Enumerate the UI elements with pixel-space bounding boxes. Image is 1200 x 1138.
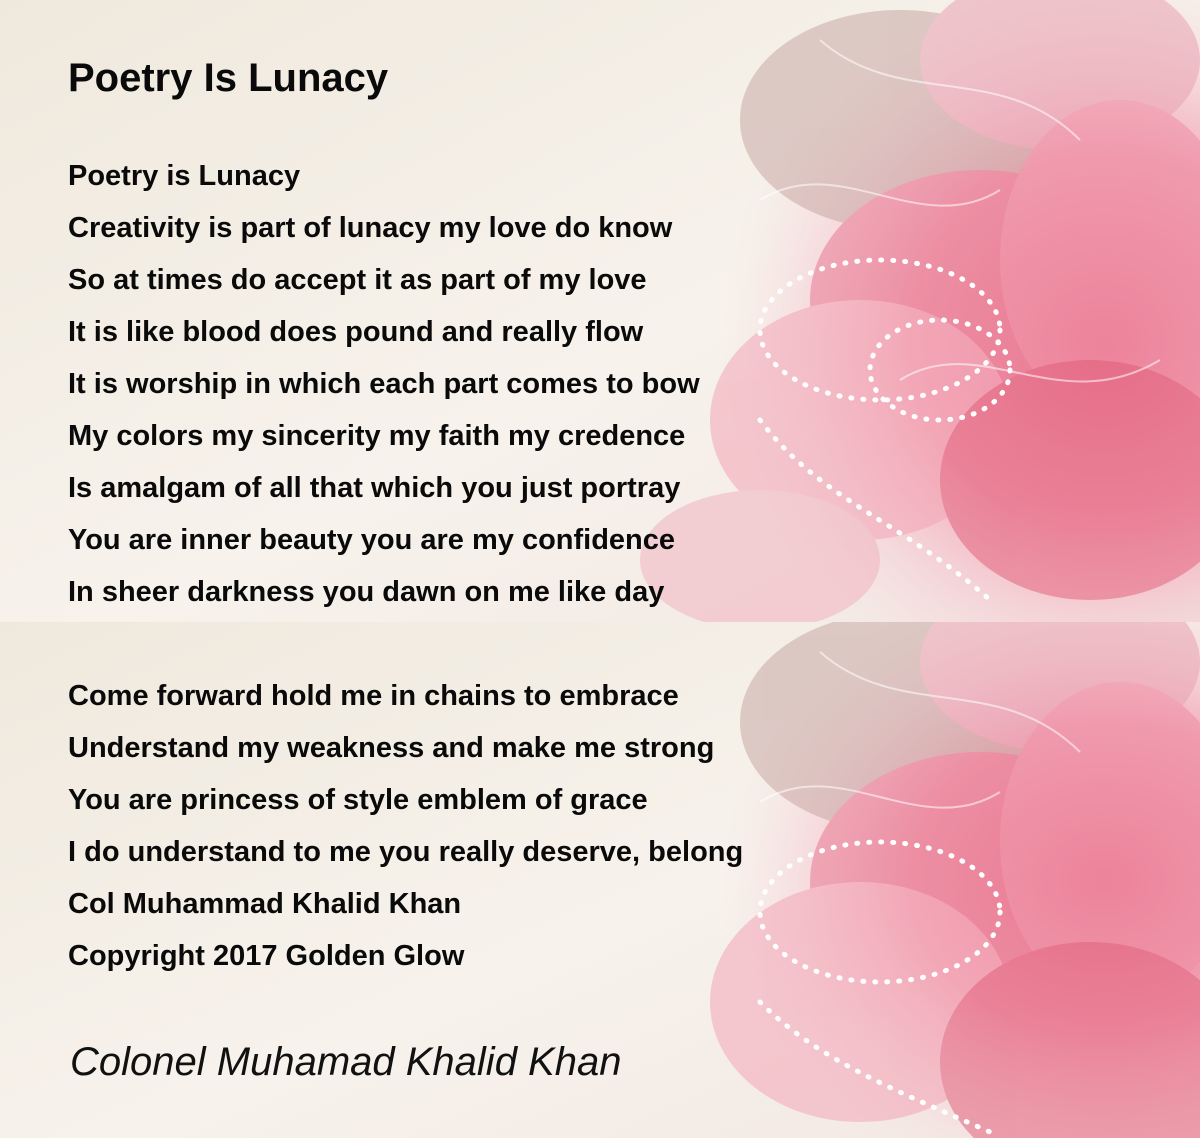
poem-line: I do understand to me you really deserve, belong: [68, 836, 744, 868]
poem-line: Poetry is Lunacy: [68, 160, 301, 192]
poem-line: It is worship in which each part comes to bow: [68, 368, 700, 400]
poem-line: Is amalgam of all that which you just portray: [68, 472, 681, 504]
poem-line: So at times do accept it as part of my love: [68, 264, 647, 296]
poem-line: My colors my sincerity my faith my credence: [68, 420, 686, 452]
poem-line: You are princess of style emblem of grace: [68, 784, 648, 816]
poem-line: Col Muhammad Khalid Khan: [68, 888, 462, 920]
poem-line: Creativity is part of lunacy my love do know: [68, 212, 673, 244]
poem-line: Come forward hold me in chains to embrace: [68, 680, 679, 712]
poem-title: Poetry Is Lunacy: [68, 56, 389, 100]
poem-line: Copyright 2017 Golden Glow: [68, 940, 465, 972]
author-name: Colonel Muhamad Khalid Khan: [70, 1040, 622, 1084]
poem-stanza-2: [68, 670, 743, 982]
poem-line: In sheer darkness you dawn on me like day: [68, 576, 665, 608]
poem-stanza-1: [68, 150, 700, 618]
poem-line: It is like blood does pound and really flow: [68, 316, 644, 348]
poem-line: You are inner beauty you are my confidence: [68, 524, 676, 556]
poem-line: Understand my weakness and make me strong: [68, 732, 715, 764]
